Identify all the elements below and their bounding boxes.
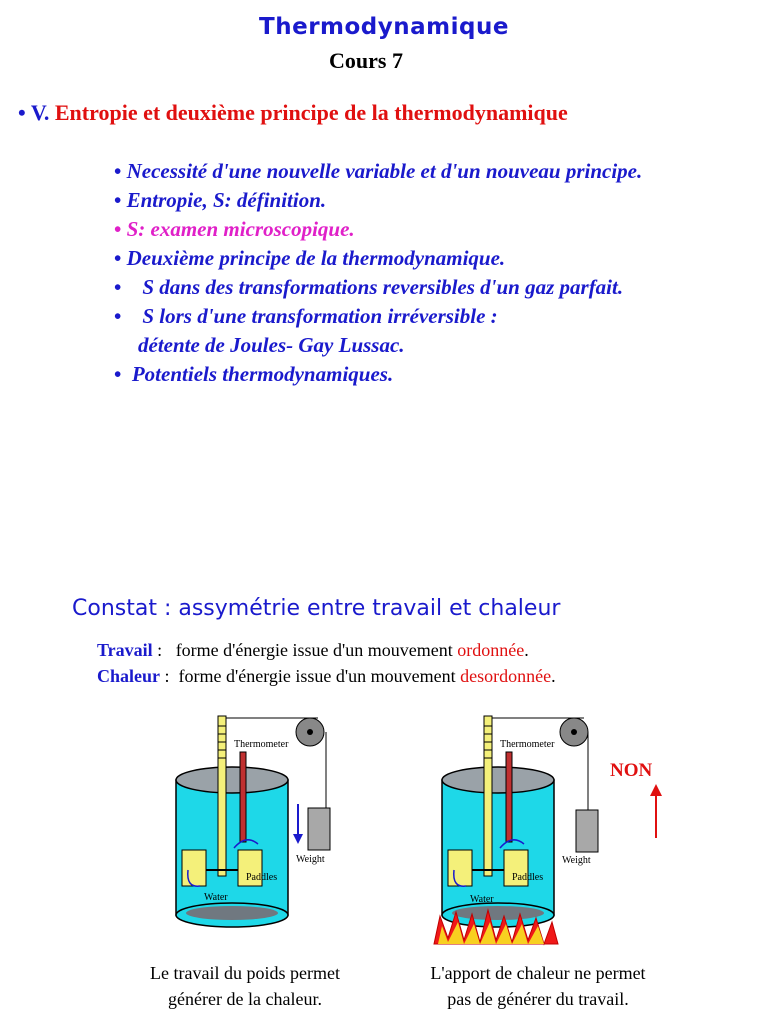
joule-apparatus-left [160,710,360,930]
thermometer-label: Thermometer [234,739,289,750]
section-number: V. [30,100,50,125]
definition-label: Travail [97,640,153,660]
page-title: Thermodynamique [259,14,509,40]
weight-block [576,810,598,852]
list-item-text: S lors d'une transformation irréversible : [142,304,498,328]
joule-apparatus-right [428,710,628,950]
thermometer [506,752,512,842]
list-item [114,302,768,360]
water-container [176,780,288,915]
section-heading [18,100,568,126]
non-label: NON [610,760,653,781]
water-label: Water [470,894,494,905]
definition-accent: ordonnée [457,640,525,660]
list-bullet: • [114,275,122,299]
list-item [114,215,768,244]
definition-text: forme d'énergie issue d'un mouvement [175,640,458,660]
list-item [114,157,768,186]
caption-line: générer de la chaleur. [168,989,322,1009]
topic-list [114,157,768,389]
list-bullet: • [114,188,122,212]
caption-line: Le travail du poids permet [150,963,340,983]
paddle-shaft [218,716,226,876]
caption-right [388,960,688,1012]
paddles-label: Paddles [512,872,544,883]
definition-separator: : [152,640,176,660]
list-item [114,273,768,302]
weight-label: Weight [562,855,591,866]
definition-end: . [551,666,556,686]
up-arrow-icon [646,784,666,840]
definition-travail [97,640,529,661]
definition-separator: : [160,666,179,686]
list-bullet: • [114,304,122,328]
paddle-left [448,850,472,886]
list-item-text: Necessité d'une nouvelle variable et d'un nouveau principe. [126,159,643,183]
definition-end: . [524,640,529,660]
weight-block [308,808,330,850]
list-item-text: S: examen microscopique. [126,217,355,241]
section-title: Entropie et deuxième principe de la thermodynamique [54,100,568,125]
container-lid [442,767,554,793]
thermometer-label: Thermometer [500,739,555,750]
container-base [452,906,544,920]
list-item-continuation: détente de Joules- Gay Lussac. [138,333,405,357]
caption-line: pas de générer du travail. [447,989,629,1009]
definition-chaleur [97,666,556,687]
caption-left [100,960,390,1012]
thermometer [240,752,246,842]
list-item [114,186,768,215]
water-container [442,780,554,915]
list-bullet: • [114,159,122,183]
section-bullet: • [18,100,26,125]
list-item-text: Deuxième principe de la thermodynamique. [126,246,506,270]
list-item-text: Entropie, S: définition. [126,188,327,212]
page-subtitle: Cours 7 [329,48,403,73]
container-base [186,906,278,920]
weight-label: Weight [296,854,325,865]
list-item [114,244,768,273]
list-item-text: S dans des transformations reversibles d'un gaz parfait. [142,275,624,299]
list-bullet: • [114,217,122,241]
paddle-left [182,850,206,886]
water-label: Water [204,892,228,903]
paddles-label: Paddles [246,872,278,883]
definition-accent: desordonnée [460,666,552,686]
container-lid [176,767,288,793]
definition-text: forme d'énergie issue d'un mouvement [178,666,461,686]
caption-line: L'apport de chaleur ne permet [430,963,646,983]
paddle-shaft [484,716,492,876]
list-item [114,360,768,389]
list-bullet: • [114,362,122,386]
list-item-text: Potentiels thermodynamiques. [131,362,394,386]
list-bullet: • [114,246,122,270]
definition-label: Chaleur [97,666,160,686]
constat-heading: Constat : assymétrie entre travail et chaleur [72,596,561,621]
